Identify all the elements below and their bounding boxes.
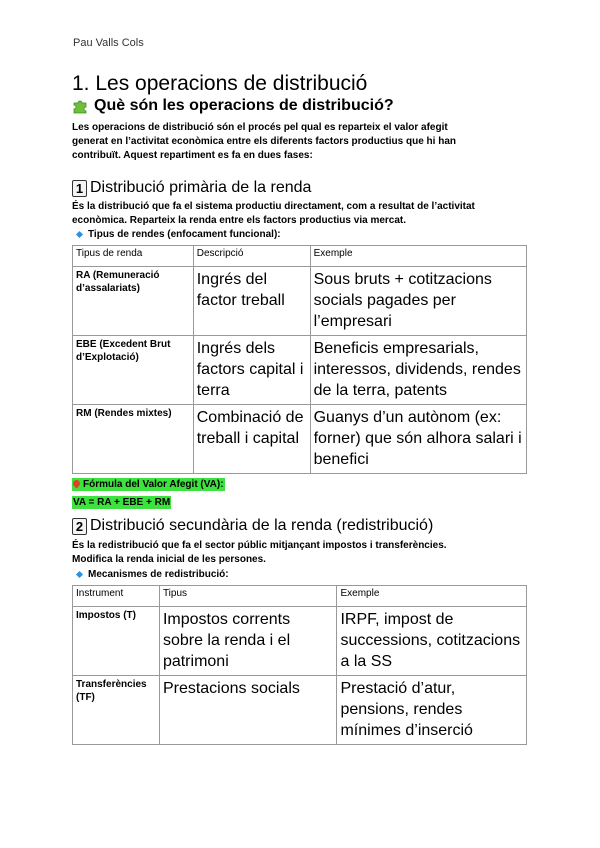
section2-bullet-text: Mecanismes de redistribució: <box>88 569 229 580</box>
table-cell: Combinació de treball i capital <box>193 405 310 474</box>
section1-heading-text: Distribució primària de la renda <box>90 179 312 196</box>
table-cell: Sous bruts + cotitzacions socials pagades per l’empresari <box>310 267 526 336</box>
formula-highlight: VA = RA + EBE + RM <box>73 497 171 508</box>
formula-block <box>72 474 225 510</box>
section1-bullet <box>77 229 281 240</box>
table-row <box>73 405 527 474</box>
section1-heading <box>72 179 311 197</box>
table-header-cell: Instrument <box>73 586 160 607</box>
table-cell: Prestacions socials <box>159 676 337 745</box>
income-types-table <box>72 245 527 474</box>
table-cell: RM (Rendes mixtes) <box>73 405 194 474</box>
table-header-cell: Exemple <box>337 586 527 607</box>
table-cell: Impostos (T) <box>73 607 160 676</box>
intro-line: contribuït. Aquest repartiment es fa en dues fases: <box>72 150 313 161</box>
table-cell: Prestació d’atur, pensions, rendes mínimes d’inserció <box>337 676 527 745</box>
section2-heading <box>72 517 433 535</box>
table-cell: Beneficis empresarials, interessos, dividends, rendes de la terra, patents <box>310 336 526 405</box>
table-row <box>73 336 527 405</box>
section2-desc-line: És la redistribució que fa el sector públic mitjançant impostos i transferències. <box>72 540 447 551</box>
redistribution-table <box>72 585 527 745</box>
section1-desc-line: econòmica. Reparteix la renda entre els factors productius via mercat. <box>72 215 407 226</box>
table-header-cell: Exemple <box>310 246 526 267</box>
section1-desc-line: És la distribució que fa el sistema productiu directament, com a resultat de l’activitat <box>72 201 475 212</box>
table-cell: EBE (Excedent Brut d’Explotació) <box>73 336 194 405</box>
section2-desc-line: Modifica la renda inicial de les persones. <box>72 554 266 565</box>
table-cell: Ingrés dels factors capital i terra <box>193 336 310 405</box>
intro-paragraph <box>72 121 532 163</box>
table-header-row <box>73 246 527 267</box>
table-header-cell: Tipus de renda <box>73 246 194 267</box>
table-header-cell: Descripció <box>193 246 310 267</box>
keycap-number-icon: 1 <box>72 180 87 197</box>
page-author: Pau Valls Cols <box>73 37 144 49</box>
table-header-cell: Tipus <box>159 586 337 607</box>
table-cell: RA (Remuneració d’assalariats) <box>73 267 194 336</box>
formula-label: Fórmula del Valor Afegit (VA): <box>83 479 224 490</box>
table-cell: Impostos corrents sobre la renda i el patrimoni <box>159 607 337 676</box>
keycap-number-icon: 2 <box>72 518 87 535</box>
intro-line: generat en l’activitat econòmica entre els diferents factors productius que hi han <box>72 136 456 147</box>
formula-label-highlight <box>72 478 225 491</box>
page-title: 1. Les operacions de distribució <box>72 72 368 95</box>
table-header-row <box>73 586 527 607</box>
section1-description <box>72 200 532 228</box>
table-row <box>73 607 527 676</box>
puzzle-piece-icon <box>72 98 88 114</box>
section2-heading-text: Distribució secundària de la renda (redistribució) <box>90 517 434 534</box>
question-heading-text: Què són les operacions de distribució? <box>94 97 394 114</box>
table-cell: Guanys d’un autònom (ex: forner) que són alhora salari i benefici <box>310 405 526 474</box>
table-cell: IRPF, impost de successions, cotitzacions a la SS <box>337 607 527 676</box>
table-row <box>73 676 527 745</box>
pushpin-icon <box>72 479 82 489</box>
section2-description <box>72 539 532 567</box>
blue-diamond-icon <box>76 231 83 238</box>
intro-line: Les operacions de distribució són el procés pel qual es reparteix el valor afegit <box>72 122 448 133</box>
table-cell: Ingrés del factor treball <box>193 267 310 336</box>
table-row <box>73 267 527 336</box>
section1-bullet-text: Tipus de rendes (enfocament funcional): <box>88 229 281 240</box>
section2-bullet <box>77 569 229 580</box>
blue-diamond-icon <box>76 571 83 578</box>
table-cell: Transferències (TF) <box>73 676 160 745</box>
question-heading <box>72 97 394 115</box>
